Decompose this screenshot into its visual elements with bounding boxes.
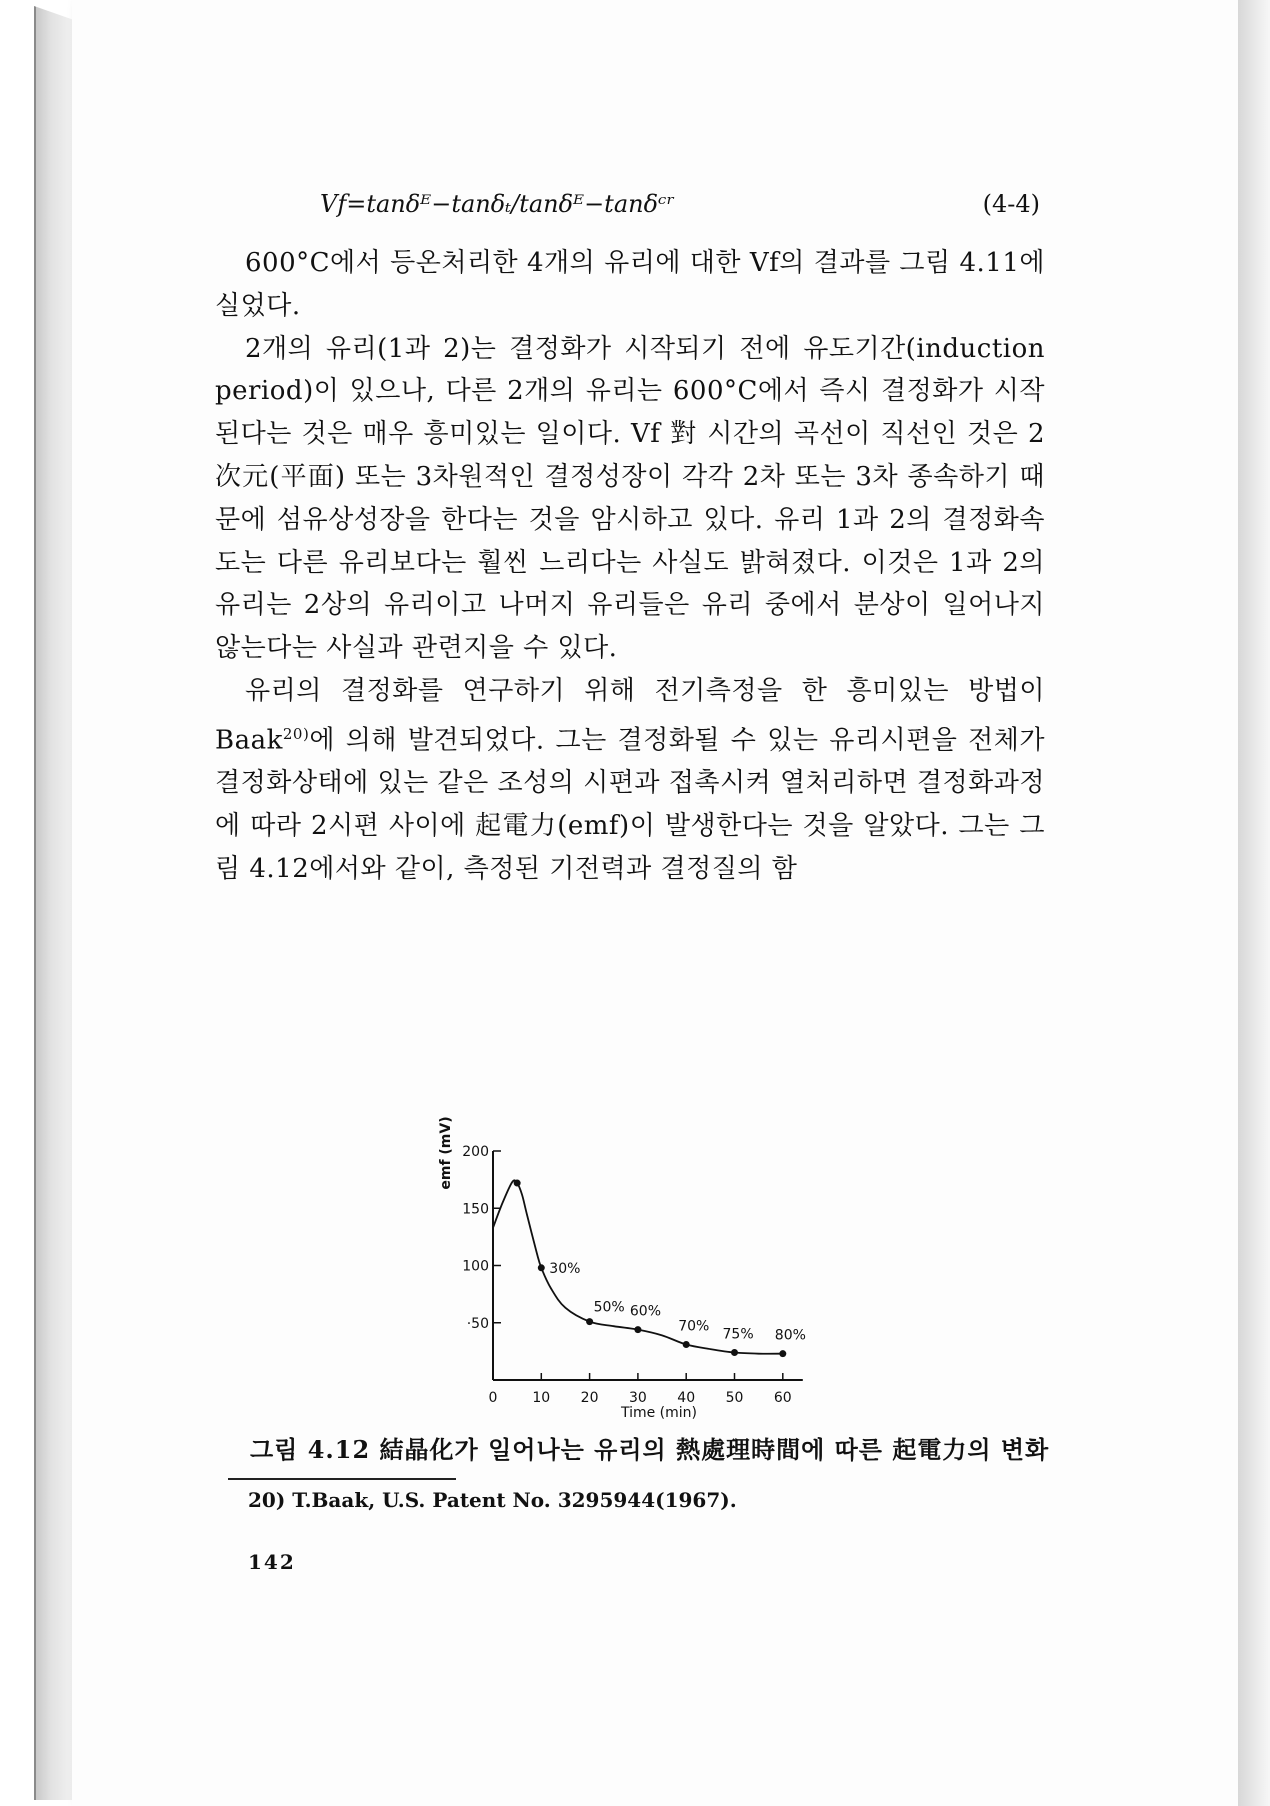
- equation-4-4: [320, 190, 1040, 218]
- equation-text: Vf=tanδᴱ−tanδₜ/tanδᴱ−tanδᶜʳ: [320, 190, 675, 218]
- x-tick-label: 20: [580, 1390, 599, 1406]
- data-point-label: 60%: [629, 1303, 662, 1320]
- chart-axes: [462, 1144, 803, 1406]
- figure-caption: 그림 4.12 結晶化가 일어나는 유리의 熱處理時間에 따른 起電力의 변화: [250, 1435, 1050, 1464]
- peak-point: [514, 1180, 521, 1187]
- paragraph-3-start: 유리의 결정화를 연구하기 위해 전기측정을 한 흥미있는 방법이 Baak: [215, 675, 1045, 756]
- x-tick-label: 10: [532, 1390, 551, 1406]
- data-point: [779, 1350, 786, 1357]
- x-tick-label: 40: [677, 1390, 696, 1406]
- x-tick-label: 60: [773, 1390, 792, 1406]
- y-tick-label: 100: [462, 1258, 489, 1275]
- data-point-label: 80%: [774, 1327, 806, 1344]
- data-point: [538, 1264, 545, 1271]
- emf-chart: [420, 905, 840, 1425]
- paragraph-1: 600°C에서 등온처리한 4개의 유리에 대한 Vf의 결과를 그림 4.11에 실었다.: [215, 248, 1045, 321]
- body-text: [215, 242, 1045, 891]
- data-point-label: 70%: [678, 1318, 710, 1335]
- x-tick-label: 50: [725, 1390, 744, 1406]
- page-shadow: [1238, 0, 1270, 1806]
- x-tick-label: 30: [628, 1390, 647, 1406]
- y-axis-label: emf (mV): [438, 1116, 454, 1190]
- paragraph-3: [215, 670, 1045, 891]
- page-number: 142: [248, 1550, 296, 1574]
- equation-number: (4-4): [982, 190, 1040, 218]
- data-point-label: 30%: [549, 1260, 581, 1277]
- footnote: 20) T.Baak, U.S. Patent No. 3295944(1967).: [248, 1488, 737, 1512]
- chart-points-layer: [514, 1180, 806, 1358]
- footnote-reference: 20): [282, 724, 310, 743]
- data-point: [683, 1341, 690, 1348]
- y-tick-label: ·50: [466, 1315, 489, 1332]
- data-point-label: 50%: [593, 1299, 625, 1316]
- paragraph-2: 2개의 유리(1과 2)는 결정화가 시작되기 전에 유도기간(induction period)이 있으나, 다른 2개의 유리는 600°C에서 즉시 결정화가 시작된다는 것은 매우 흥미있는 일이다. Vf 對 시간의 곡선이 직선인 것은 2次元(平面) 또는 3차원적인 결정성장이 각각 2차 또는 3차 종속하기 때문에 섬유상성장을 한다는 것을 암시하고 있다. 유리 1과 2의 결정화속도는 다른 유리보다는 훨씬 느리다는 사실도 밝혀졌다. 이것은 1과 2의 유리는 2상의 유리이고 나머지 유리들은 유리 중에서 분상이 일어나지 않는다는 사실과 관련지을 수 있다.: [215, 333, 1045, 664]
- data-point: [586, 1318, 593, 1325]
- data-point: [731, 1349, 738, 1356]
- page-edge: [34, 6, 74, 1800]
- y-tick-label: 150: [462, 1201, 489, 1218]
- footnote-divider: [228, 1478, 456, 1480]
- data-point-label: 75%: [722, 1326, 754, 1343]
- paragraph-3-rest: 에 의해 발견되었다. 그는 결정화될 수 있는 유리시편을 전체가 결정화상태에 있는 같은 조성의 시편과 접촉시켜 열처리하면 결정화과정에 따라 2시편 사이에 起電力(emf)이 발생한다는 것을 알았다. 그는 그림 4.12에서와 같이, 측정된 기전력과 결정질의 함: [215, 725, 1045, 884]
- data-point: [634, 1326, 641, 1333]
- x-tick-label: 0: [488, 1390, 498, 1406]
- x-axis-label: Time (min): [620, 1405, 698, 1421]
- y-tick-label: 200: [462, 1144, 489, 1160]
